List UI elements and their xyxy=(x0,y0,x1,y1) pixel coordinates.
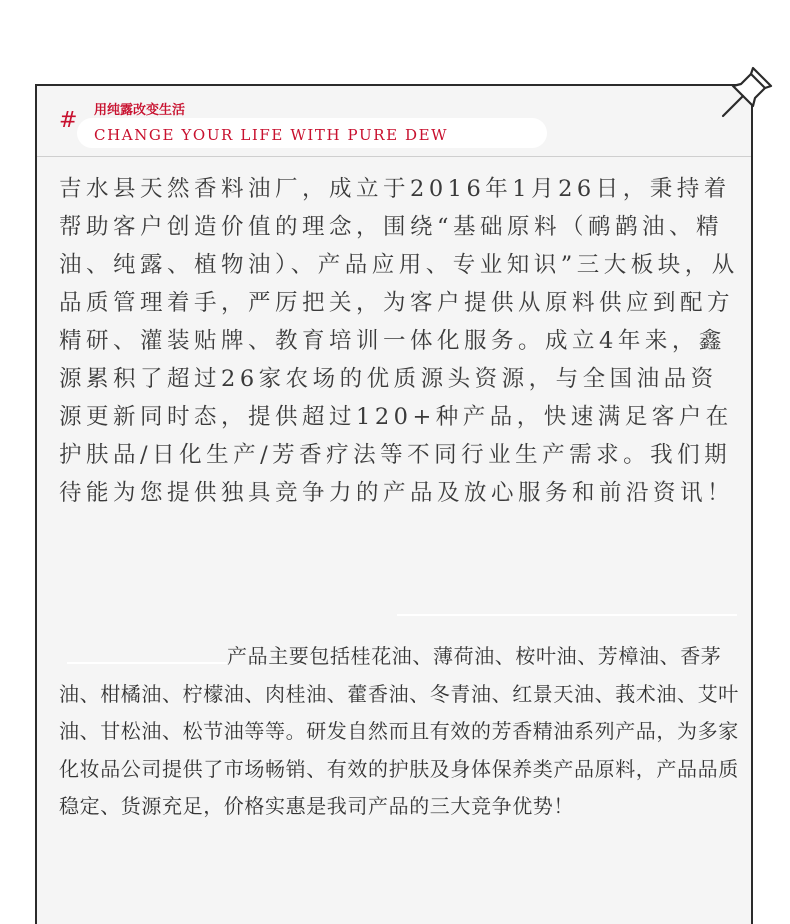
products-paragraph xyxy=(59,638,749,826)
pushpin-icon xyxy=(715,62,777,124)
products-text: 产品主要包括桂花油、薄荷油、桉叶油、芳樟油、香茅油、柑橘油、柠檬油、肉桂油、藿香油、冬青油、红景天油、莪术油、艾叶油、甘松油、松节油等等。研发自然而且有效的芳香精油系列产品，为多家化妆品公司提供了市场畅销、有效的护肤及身体保养类产品原料，产品品质稳定、货源充足，价格实惠是我司产品的三大竞争优势！ xyxy=(59,644,739,818)
divider-line xyxy=(397,614,737,616)
chinese-title: 用纯露改变生活 xyxy=(94,103,186,118)
card-header xyxy=(37,86,751,157)
divider-line-2 xyxy=(67,662,227,664)
company-intro-paragraph: 吉水县天然香料油厂，成立于2016年1月26日，秉持着帮助客户创造价值的理念，围绕“基础原料（鸸鹋油、精油、纯露、植物油）、产品应用、专业知识”三大板块，从品质管理着手，严厉把关，为客户提供从原料供应到配方精研、灌装贴牌、教育培训一体化服务。成立4年来，鑫源累积了超过26家农场的优质源头资源，与全国油品资源更新同时态，提供超过120+种产品，快速满足客户在护肤品/日化生产/芳香疗法等不同行业生产需求。我们期待能为您提供独具竞争力的产品及放心服务和前沿资讯！ xyxy=(59,176,739,506)
content-card xyxy=(35,84,753,924)
english-title: CHANGE YOUR LIFE WITH PURE DEW xyxy=(94,126,449,144)
hash-icon: # xyxy=(59,108,78,133)
